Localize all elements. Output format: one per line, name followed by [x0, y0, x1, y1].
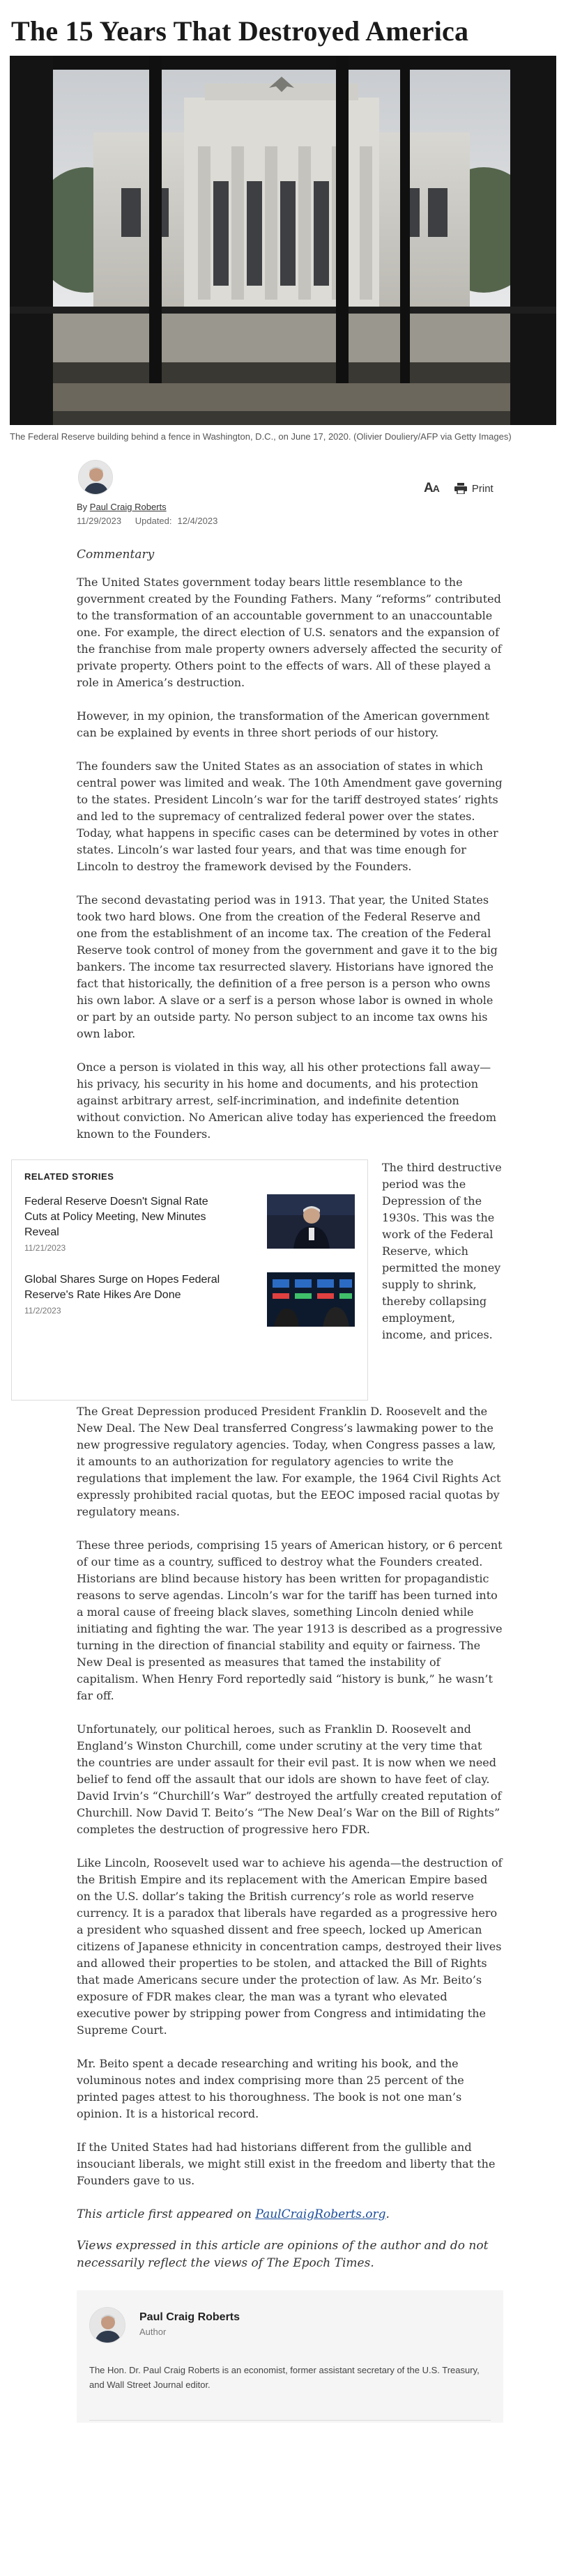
related-story-thumbnail[interactable]	[267, 1272, 355, 1327]
related-story[interactable]	[24, 1272, 355, 1327]
source-link[interactable]: PaulCraigRoberts.org	[255, 2207, 386, 2221]
author-box-bio: The Hon. Dr. Paul Craig Roberts is an economist, former assistant secretary of the U.S. Treasury, and Wall Street Journal editor.	[89, 2365, 480, 2390]
print-icon	[454, 483, 467, 494]
article-dates	[77, 516, 229, 526]
updated-label: Updated:	[135, 516, 172, 526]
author-box-name[interactable]: Paul Craig Roberts	[139, 2311, 240, 2323]
published-date: 11/29/2023	[77, 516, 122, 526]
paragraph-7: The Great Depression produced President Franklin D. Roosevelt and the New Deal. The New Deal transferred Congress’s lawmaking power to the new progressive regulatory agencies. Today, when Congress passes a law, it amounts to an authorization for regulatory agencies to write the regulations that implement the law. For example, the 1964 Civil Rights Act expressly prohibited racial quotas, but the EEOC imposed racial quotas by regulatory means.	[77, 1405, 501, 1518]
article-body	[0, 548, 503, 1143]
byline-text	[77, 502, 167, 512]
author-box-role: Author	[139, 2327, 167, 2337]
paragraph-8: These three periods, comprising 15 years of American history, or 6 percent of our time as a country, sufficed to destroy what the Founders created. Historians are blind because history has been written for propagandistic reasons to serve agendas. Lincoln’s war for the tariff has been turned into a moral cause of freeing black slaves, something Lincoln denied while initiating and fighting the war. The year 1913 is described as a progressive turning in the direction of financial stability and equity or fairness. The New Deal is presented as measures that tamed the instability of capitalism. When Henry Ford reportedly said “history is bunk,” he wasn’t far off.	[77, 1538, 503, 1702]
related-story-date: 11/2/2023	[24, 1306, 61, 1316]
paragraph-1: The United States government today bears little resemblance to the government created by the Founding Fathers. Many “reforms” contributed to the transformation of an accountable government to an unaccountable one. For example, the direct election of U.S. senators and the expansion of the franchise from male property owners adversely affected the security of private property. Others point to the effects of wars. All of these played a role in America’s destruction.	[77, 576, 502, 689]
author-box-divider	[89, 2420, 491, 2421]
paragraph-3: The founders saw the United States as an association of states in which central power was limited and weak. The 10th Amendment gave governing to the states. President Lincoln’s war for the tariff destroyed states’ rights and led to the supremacy of centralized federal power over the states. Today, what happens in specific cases can be determined by votes in other states. Lincoln’s war lasted four years, and that was time enough for Lincoln to destroy the framework devised by the Founders.	[77, 759, 503, 873]
related-stories	[11, 1159, 368, 1401]
paragraph-9: Unfortunately, our political heroes, such as Franklin D. Roosevelt and England’s Winston Churchill, come under scrutiny at the very time that the countries are under assault for their evil past. It is now when we need belief to fend off the assault that our idols are shown to have feet of clay. David Irvin’s “Churchill’s War” destroyed the artfully created reputation of Churchill. Now David T. Beito’s “The New Deal’s War on the Bill of Rights” completes the destruction of progressive hero FDR.	[77, 1722, 502, 1836]
paragraph-2: However, in my opinion, the transformation of the American government can be explained by events in three short periods of our history.	[77, 709, 490, 739]
print-label: Print	[471, 482, 494, 495]
byline	[0, 454, 566, 532]
updated-date: 12/4/2023	[177, 516, 218, 526]
paragraph-12: If the United States had had historians different from the gullible and insouciant liberals, we might still exist in the freedom and liberty that the Founders gave to us.	[77, 2141, 496, 2187]
paragraph-11: Mr. Beito spent a decade researching and writing his book, and the voluminous notes and index comprising more than 25 percent of the printed pages attest to his thoroughness. The book is not one man’s opinion. It is a historical record.	[77, 2057, 464, 2120]
author-link[interactable]: Paul Craig Roberts	[89, 502, 167, 512]
print-button[interactable]	[454, 483, 494, 495]
author-avatar[interactable]	[78, 460, 113, 495]
federal-reserve-photo	[10, 56, 556, 425]
paragraph-5: Once a person is violated in this way, all his other protections fall away—his privacy, his security in his home and documents, and his protection against arbitrary arrest, self-incrimination, and indefinite detention without conviction. No American alive today has experienced the freedom known to the Founders.	[77, 1061, 497, 1141]
author-box	[77, 2290, 503, 2423]
article-title: The 15 Years That Destroyed America	[11, 15, 469, 47]
related-heading: RELATED STORIES	[24, 1171, 114, 1182]
related-story-title[interactable]: Global Shares Surge on Hopes Federal Reserve's Rate Hikes Are Done	[24, 1274, 220, 1301]
article-tools	[424, 481, 494, 496]
font-size-icon[interactable]: AA	[424, 481, 439, 495]
related-section	[0, 1159, 566, 1403]
author-box-avatar[interactable]	[89, 2307, 125, 2343]
byline-prefix: By	[77, 502, 88, 512]
related-story-title[interactable]: Federal Reserve Doesn't Signal Rate Cuts at Policy Meeting, New Minutes Reveal	[24, 1196, 208, 1238]
paragraph-4: The second devastating period was in 1913. That year, the United States took two hard blows. One from the creation of the Federal Reserve and one from the establishment of an income tax. The creation of the Federal Reserve took control of money from the government and gave it to the big bankers. The income tax resurrected slavery. Historians have ignored the fact that historically, the definition of a free person is a person who owns his own labor. A slave or a serf is a person whose labor is owned in whole or part by an outside party. No person subject to an income tax owns his own labor.	[77, 893, 498, 1040]
article-kicker: Commentary	[77, 548, 155, 562]
article-body-continued	[0, 1403, 503, 2272]
related-story-thumbnail[interactable]	[267, 1194, 355, 1249]
first-appeared-note: This article first appeared on PaulCraigRoberts.org.	[77, 2207, 390, 2221]
paragraph-10: Like Lincoln, Roosevelt used war to achieve his agenda—the destruction of the British Empire and its replacement with the American Empire based on the U.S. dollar’s taking the British currency’s role as world reserve currency. It is a paradox that liberals have regarded as a progressive hero a president who squashed dissent and free speech, locked up American citizens of Japanese ethnicity in concentration camps, destroyed their lives and allowed their properties to be stolen, and attacked the Bill of Rights that made Americans secure under the protection of law. As Mr. Beito’s exposure of FDR makes clear, the man was a tyrant who elevated executive power by stripping power from Congress and intimidating the Supreme Court.	[77, 1856, 503, 2037]
disclaimer: Views expressed in this article are opinions of the author and do not necessarily reflect the views of The Epoch Times.	[77, 2239, 489, 2270]
related-story[interactable]	[24, 1194, 355, 1253]
hero-image	[10, 56, 556, 425]
image-caption: The Federal Reserve building behind a fence in Washington, D.C., on June 17, 2020. (Olivier Douliery/AFP via Getty Images)	[10, 431, 512, 442]
paragraph-6: The third destructive period was the Depression of the 1930s. This was the work of the Federal Reserve, which permitted the money supply to shrink, thereby collapsing employment, income, and prices.	[382, 1161, 502, 1341]
related-story-date: 11/21/2023	[24, 1243, 66, 1253]
